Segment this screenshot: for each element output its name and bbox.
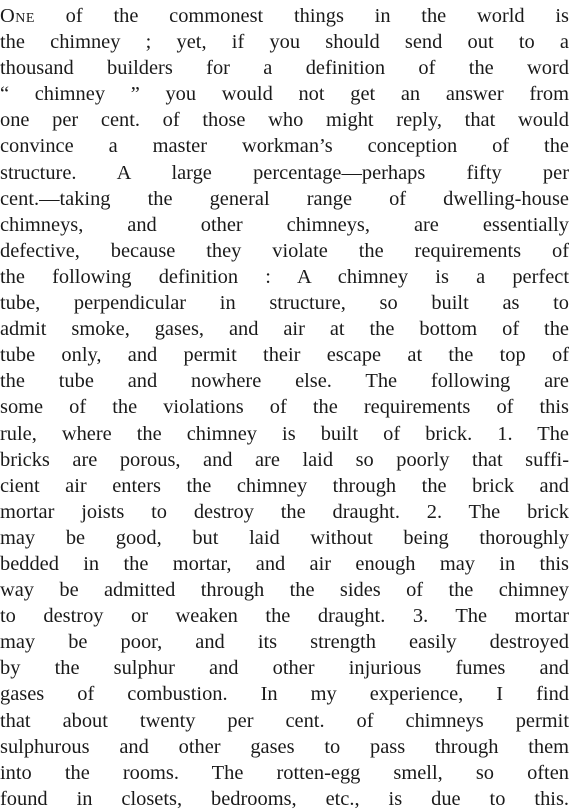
text-line-3: thousand builders for a definition of the word bbox=[0, 57, 569, 80]
body-paragraph bbox=[0, 3, 569, 812]
text-line-28: that about twenty per cent. of chimneys permit bbox=[0, 709, 569, 732]
text-line-25: may be poor, and its strength easily destroyed bbox=[0, 631, 569, 654]
text-line-1-rest: of the commonest things in the world is bbox=[34, 5, 569, 27]
text-line-1 bbox=[0, 3, 569, 29]
text-line-15: the tube and nowhere else. The following are bbox=[0, 370, 569, 393]
text-line-18: bricks are porous, and are laid so poorly that suffi- bbox=[0, 448, 569, 471]
text-line-6: convince a master workman’s conception of the bbox=[0, 135, 569, 158]
text-line-7: structure. A large percentage—perhaps fifty per bbox=[0, 161, 569, 184]
text-line-5: one per cent. of those who might reply, that would bbox=[0, 109, 569, 132]
text-line-9: chimneys, and other chimneys, are essentially bbox=[0, 213, 569, 236]
text-line-23: way be admitted through the sides of the chimney bbox=[0, 579, 569, 602]
text-line-12: tube, perpendicular in structure, so built as to bbox=[0, 292, 569, 315]
text-line-17: rule, where the chimney is built of brick. 1. The bbox=[0, 422, 569, 445]
text-line-4: “ chimney ” you would not get an answer from bbox=[0, 83, 569, 106]
text-line-13: admit smoke, gases, and air at the bottom of the bbox=[0, 318, 569, 341]
text-line-2: the chimney ; yet, if you should send out to a bbox=[0, 31, 569, 54]
text-line-10: defective, because they violate the requirements of bbox=[0, 239, 569, 262]
text-line-21: may be good, but laid without being thoroughly bbox=[0, 526, 569, 549]
text-line-31: found in closets, bedrooms, etc., is due to this. bbox=[0, 787, 569, 810]
text-line-27: gases of combustion. In my experience, I find bbox=[0, 683, 569, 706]
text-line-8: cent.—taking the general range of dwelling-house bbox=[0, 187, 569, 210]
text-line-29: sulphurous and other gases to pass through them bbox=[0, 735, 569, 758]
text-line-19: cient air enters the chimney through the brick and bbox=[0, 474, 569, 497]
opening-word: One bbox=[0, 5, 35, 27]
text-line-11: the following definition : A chimney is a perfect bbox=[0, 265, 569, 288]
text-line-22: bedded in the mortar, and air enough may in this bbox=[0, 552, 569, 575]
text-line-16: some of the violations of the requirements of this bbox=[0, 396, 569, 419]
text-line-20: mortar joists to destroy the draught. 2. The brick bbox=[0, 500, 569, 523]
text-line-24: to destroy or weaken the draught. 3. The mortar bbox=[0, 605, 569, 628]
text-line-26: by the sulphur and other injurious fumes and bbox=[0, 657, 569, 680]
text-line-14: tube only, and permit their escape at the top of bbox=[0, 344, 569, 367]
text-line-30: into the rooms. The rotten-egg smell, so often bbox=[0, 761, 569, 784]
